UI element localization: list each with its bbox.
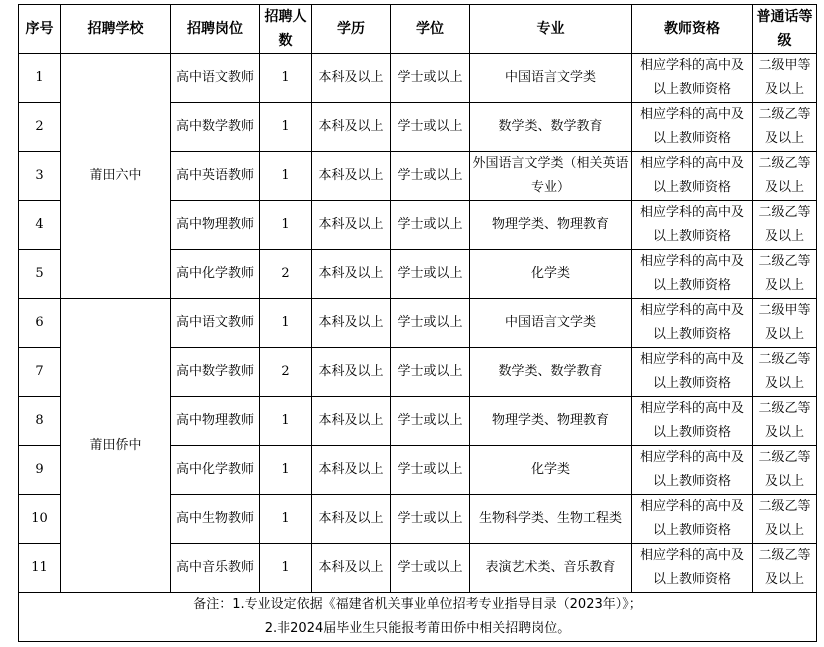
row-post: 高中语文教师: [171, 54, 260, 103]
row-major: 数学类、数学教育: [470, 103, 632, 152]
row-mandarin-level: 二级甲等及以上: [753, 299, 817, 348]
row-education: 本科及以上: [312, 299, 391, 348]
row-no: 7: [19, 348, 61, 397]
row-count: 2: [260, 250, 312, 299]
row-certificate: 相应学科的高中及以上教师资格: [632, 446, 753, 495]
row-no: 4: [19, 201, 61, 250]
header-degree: 学位: [391, 5, 470, 54]
school-cell: 莆田六中: [61, 54, 171, 299]
row-education: 本科及以上: [312, 250, 391, 299]
row-major: 化学类: [470, 250, 632, 299]
row-major: 物理学类、物理教育: [470, 397, 632, 446]
row-count: 1: [260, 446, 312, 495]
row-no: 6: [19, 299, 61, 348]
row-degree: 学士或以上: [391, 348, 470, 397]
row-post: 高中生物教师: [171, 495, 260, 544]
row-education: 本科及以上: [312, 544, 391, 593]
header-major: 专业: [470, 5, 632, 54]
row-mandarin-level: 二级乙等及以上: [753, 544, 817, 593]
row-major: 生物科学类、生物工程类: [470, 495, 632, 544]
header-post: 招聘岗位: [171, 5, 260, 54]
row-education: 本科及以上: [312, 397, 391, 446]
row-education: 本科及以上: [312, 495, 391, 544]
row-degree: 学士或以上: [391, 299, 470, 348]
row-major: 中国语言文学类: [470, 299, 632, 348]
row-count: 1: [260, 397, 312, 446]
row-count: 1: [260, 54, 312, 103]
header-row: [19, 5, 817, 54]
row-post: 高中英语教师: [171, 152, 260, 201]
row-degree: 学士或以上: [391, 152, 470, 201]
row-major: 外国语言文学类（相关英语专业）: [470, 152, 632, 201]
row-degree: 学士或以上: [391, 250, 470, 299]
row-education: 本科及以上: [312, 103, 391, 152]
row-certificate: 相应学科的高中及以上教师资格: [632, 299, 753, 348]
row-major: 物理学类、物理教育: [470, 201, 632, 250]
header-certificate: 教师资格: [632, 5, 753, 54]
table-row: [19, 54, 817, 103]
row-certificate: 相应学科的高中及以上教师资格: [632, 103, 753, 152]
row-certificate: 相应学科的高中及以上教师资格: [632, 201, 753, 250]
notes-row: [19, 593, 817, 642]
row-no: 3: [19, 152, 61, 201]
row-education: 本科及以上: [312, 152, 391, 201]
row-major: 化学类: [470, 446, 632, 495]
table-row: [19, 299, 817, 348]
row-no: 8: [19, 397, 61, 446]
row-mandarin-level: 二级乙等及以上: [753, 201, 817, 250]
header-count: 招聘人数: [260, 5, 312, 54]
row-degree: 学士或以上: [391, 201, 470, 250]
row-post: 高中物理教师: [171, 397, 260, 446]
notes-cell: [19, 593, 817, 642]
row-certificate: 相应学科的高中及以上教师资格: [632, 495, 753, 544]
row-education: 本科及以上: [312, 54, 391, 103]
row-certificate: 相应学科的高中及以上教师资格: [632, 348, 753, 397]
row-mandarin-level: 二级乙等及以上: [753, 397, 817, 446]
row-major: 中国语言文学类: [470, 54, 632, 103]
row-major: 数学类、数学教育: [470, 348, 632, 397]
header-no: 序号: [19, 5, 61, 54]
row-post: 高中数学教师: [171, 103, 260, 152]
row-no: 1: [19, 54, 61, 103]
row-count: 1: [260, 299, 312, 348]
note-line-2: 2.非2024届毕业生只能报考莆田侨中相关招聘岗位。: [264, 621, 571, 636]
row-count: 2: [260, 348, 312, 397]
row-no: 11: [19, 544, 61, 593]
row-post: 高中化学教师: [171, 446, 260, 495]
row-count: 1: [260, 495, 312, 544]
row-post: 高中物理教师: [171, 201, 260, 250]
row-certificate: 相应学科的高中及以上教师资格: [632, 250, 753, 299]
row-degree: 学士或以上: [391, 544, 470, 593]
row-degree: 学士或以上: [391, 54, 470, 103]
recruitment-table: [18, 4, 817, 642]
row-education: 本科及以上: [312, 348, 391, 397]
row-certificate: 相应学科的高中及以上教师资格: [632, 54, 753, 103]
header-school: 招聘学校: [61, 5, 171, 54]
row-post: 高中化学教师: [171, 250, 260, 299]
row-certificate: 相应学科的高中及以上教师资格: [632, 397, 753, 446]
school-cell: 莆田侨中: [61, 299, 171, 593]
row-post: 高中数学教师: [171, 348, 260, 397]
header-mandarin-level: 普通话等级: [753, 5, 817, 54]
row-post: 高中语文教师: [171, 299, 260, 348]
note-line-1: 备注：1.专业设定依据《福建省机关事业单位招考专业指导目录（2023年）》；: [193, 597, 642, 612]
row-education: 本科及以上: [312, 446, 391, 495]
row-mandarin-level: 二级乙等及以上: [753, 495, 817, 544]
row-mandarin-level: 二级甲等及以上: [753, 54, 817, 103]
row-degree: 学士或以上: [391, 397, 470, 446]
row-count: 1: [260, 152, 312, 201]
row-certificate: 相应学科的高中及以上教师资格: [632, 152, 753, 201]
header-education: 学历: [312, 5, 391, 54]
row-no: 10: [19, 495, 61, 544]
row-no: 5: [19, 250, 61, 299]
row-count: 1: [260, 544, 312, 593]
row-education: 本科及以上: [312, 201, 391, 250]
row-no: 2: [19, 103, 61, 152]
row-degree: 学士或以上: [391, 103, 470, 152]
row-count: 1: [260, 103, 312, 152]
row-mandarin-level: 二级乙等及以上: [753, 348, 817, 397]
row-mandarin-level: 二级乙等及以上: [753, 103, 817, 152]
row-post: 高中音乐教师: [171, 544, 260, 593]
row-degree: 学士或以上: [391, 446, 470, 495]
row-count: 1: [260, 201, 312, 250]
row-major: 表演艺术类、音乐教育: [470, 544, 632, 593]
row-certificate: 相应学科的高中及以上教师资格: [632, 544, 753, 593]
row-no: 9: [19, 446, 61, 495]
row-degree: 学士或以上: [391, 495, 470, 544]
row-mandarin-level: 二级乙等及以上: [753, 152, 817, 201]
row-mandarin-level: 二级乙等及以上: [753, 446, 817, 495]
row-mandarin-level: 二级乙等及以上: [753, 250, 817, 299]
